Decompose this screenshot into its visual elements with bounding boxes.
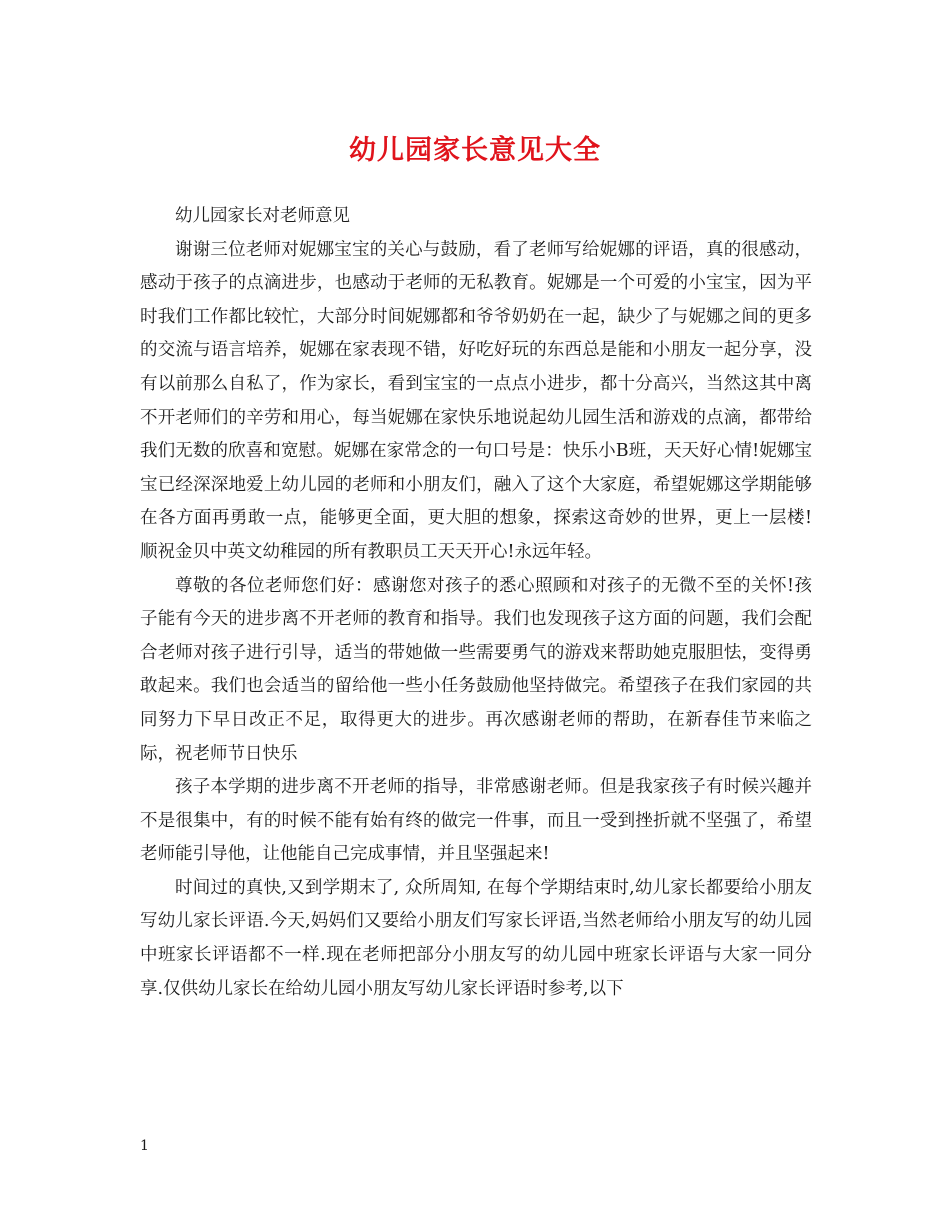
- paragraph-1: 谢谢三位老师对妮娜宝宝的关心与鼓励，看了老师写给妮娜的评语，真的很感动，感动于孩子的点滴进步，也感动于老师的无私教育。妮娜是一个可爱的小宝宝，因为平时我们工作都比较忙，大部分时间妮娜都和爷爷奶奶在一起，缺少了与妮娜之间的更多的交流与语言培养，妮娜在家表现不错，好吃好玩的东西总是能和小朋友一起分享，没有以前那么自私了，作为家长，看到宝宝的一点点小进步，都十分高兴，当然这其中离不开老师们的辛劳和用心，每当妮娜在家快乐地说起幼儿园生活和游戏的点滴，都带给我们无数的欣喜和宽慰。妮娜在家常念的一句口号是：快乐小B班，天天好心情!妮娜宝宝已经深深地爱上幼儿园的老师和小朋友们，融入了这个大家庭，希望妮娜这学期能够在各方面再勇敢一点，能够更全面，更大胆的想象，探索这奇妙的世界，更上一层楼!顺祝金贝中英文幼稚园的所有教职员工天天开心!永远年轻。: [140, 239, 812, 562]
- document-body: [140, 200, 812, 1006]
- page-number: 1: [140, 1138, 149, 1154]
- paragraph-2: 尊敬的各位老师您们好：感谢您对孩子的悉心照顾和对孩子的无微不至的关怀!孩子能有今天的进步离不开老师的教育和指导。我们也发现孩子这方面的问题，我们会配合老师对孩子进行引导，适当的带她做一些需要勇气的游戏来帮助她克服胆怯，变得勇敢起来。我们也会适当的留给他一些小任务鼓励他坚持做完。希望孩子在我们家园的共同努力下早日改正不足，取得更大的进步。再次感谢老师的帮助，在新春佳节来临之际，祝老师节日快乐: [140, 575, 812, 764]
- paragraph-4: 时间过的真快,又到学期末了, 众所周知, 在每个学期结束时,幼儿家长都要给小朋友写幼儿家长评语.今天,妈妈们又要给小朋友们写家长评语,当然老师给小朋友写的幼儿园中班家长评语都不一样.现在老师把部分小朋友写的幼儿园中班家长评语与大家一同分享.仅供幼儿家长在给幼儿园小朋友写幼儿家长评语时参考,以下: [140, 877, 812, 999]
- paragraph-3: 孩子本学期的进步离不开老师的指导，非常感谢老师。但是我家孩子有时候兴趣并不是很集中，有的时候不能有始有终的做完一件事，而且一受到挫折就不坚强了，希望老师能引导他，让他能自己完成事情，并且坚强起来!: [140, 777, 812, 865]
- section-heading: 幼儿园家长对老师意见: [175, 206, 350, 226]
- document-title: 幼儿园家长意见大全: [349, 135, 601, 166]
